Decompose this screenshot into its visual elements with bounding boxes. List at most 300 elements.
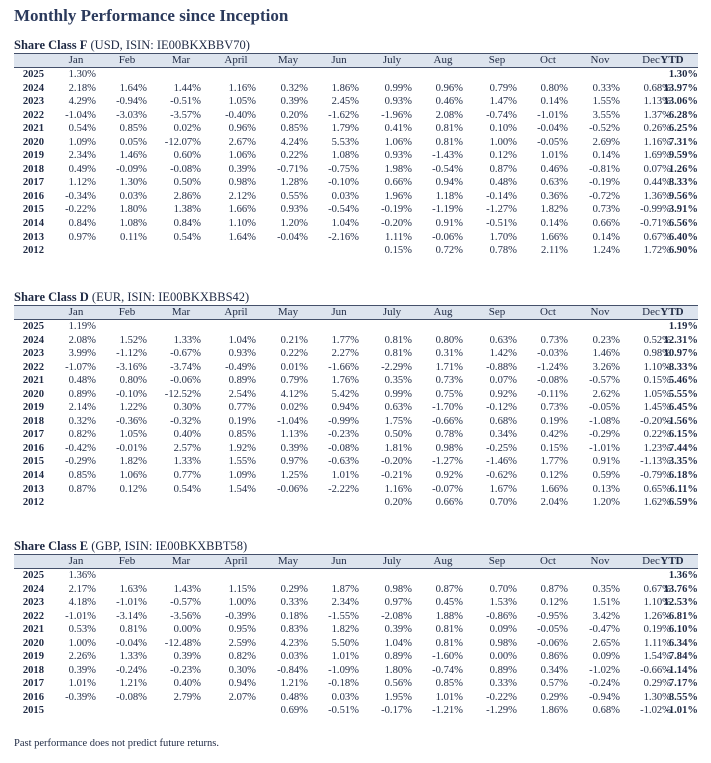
value-cell: -1.01% bbox=[65, 610, 96, 622]
value-cell: -0.23% bbox=[170, 664, 201, 676]
column-header: Jan bbox=[68, 555, 84, 567]
value-cell: 2.08% bbox=[435, 109, 463, 121]
value-cell: 0.02% bbox=[173, 123, 201, 135]
value-cell: 0.95% bbox=[228, 624, 256, 636]
value-cell: 0.84% bbox=[173, 218, 201, 230]
ytd-cell: 1.36% bbox=[668, 570, 698, 581]
value-cell: -0.25% bbox=[486, 442, 517, 454]
table-row bbox=[14, 95, 698, 109]
value-cell: 0.89% bbox=[489, 664, 517, 676]
value-cell: 0.15% bbox=[643, 375, 671, 387]
table-row bbox=[14, 163, 698, 177]
value-cell: -0.32% bbox=[170, 415, 201, 427]
value-cell: 1.80% bbox=[119, 204, 147, 216]
value-cell: 0.70% bbox=[489, 583, 517, 595]
value-cell: 0.81% bbox=[435, 637, 463, 649]
value-cell: 0.34% bbox=[540, 664, 568, 676]
value-cell: 0.48% bbox=[68, 375, 96, 387]
value-cell: -0.10% bbox=[328, 177, 359, 189]
value-cell: 1.54% bbox=[643, 651, 671, 663]
value-cell: 1.06% bbox=[228, 150, 256, 162]
table-row bbox=[14, 401, 698, 415]
value-cell: 0.99% bbox=[384, 388, 412, 400]
ytd-cell: -6.28% bbox=[665, 109, 698, 121]
year-cell: 2018 bbox=[22, 664, 44, 676]
year-cell: 2019 bbox=[22, 651, 44, 663]
ytd-cell: 1.30% bbox=[668, 69, 698, 80]
value-cell: 1.13% bbox=[643, 96, 671, 108]
value-cell: 0.70% bbox=[489, 497, 517, 509]
value-cell: 0.30% bbox=[228, 664, 256, 676]
value-cell: 0.73% bbox=[435, 375, 463, 387]
year-cell: 2016 bbox=[22, 691, 44, 703]
value-cell: 2.17% bbox=[68, 583, 96, 595]
value-cell: 0.98% bbox=[228, 177, 256, 189]
column-header: Mar bbox=[171, 306, 191, 318]
value-cell: 0.96% bbox=[435, 82, 463, 94]
value-cell: -0.72% bbox=[589, 190, 620, 202]
column-header: July bbox=[382, 306, 402, 318]
value-cell: 0.97% bbox=[384, 597, 412, 609]
value-cell: 1.46% bbox=[119, 150, 147, 162]
value-cell: -0.20% bbox=[640, 415, 671, 427]
column-header: Feb bbox=[118, 54, 136, 66]
value-cell: 3.42% bbox=[592, 610, 620, 622]
ytd-cell: -6.81% bbox=[665, 610, 698, 622]
value-cell: 1.36% bbox=[643, 190, 671, 202]
value-cell: -0.05% bbox=[537, 136, 568, 148]
column-header: Dec bbox=[642, 555, 660, 567]
value-cell: 0.39% bbox=[228, 163, 256, 175]
value-cell: 2.07% bbox=[228, 691, 256, 703]
footnote: Past performance does not predict future returns. bbox=[14, 738, 219, 749]
value-cell: -0.42% bbox=[65, 442, 96, 454]
value-cell: 0.98% bbox=[489, 637, 517, 649]
ytd-cell: 1.26% bbox=[668, 163, 698, 175]
value-cell: 0.33% bbox=[592, 82, 620, 94]
value-cell: -1.27% bbox=[432, 456, 463, 468]
column-header: Sep bbox=[488, 555, 506, 567]
value-cell: -1.01% bbox=[537, 109, 568, 121]
value-cell: 1.63% bbox=[119, 583, 147, 595]
value-cell: -2.22% bbox=[328, 483, 359, 495]
value-cell: -1.29% bbox=[486, 705, 517, 717]
value-cell: 0.42% bbox=[540, 429, 568, 441]
value-cell: 1.64% bbox=[119, 82, 147, 94]
year-cell: 2024 bbox=[22, 82, 44, 94]
value-cell: 0.50% bbox=[384, 429, 412, 441]
ytd-cell: 7.17% bbox=[668, 678, 698, 690]
value-cell: 1.92% bbox=[228, 442, 256, 454]
value-cell: 0.94% bbox=[331, 402, 359, 414]
value-cell: 0.93% bbox=[228, 348, 256, 360]
value-cell: 1.55% bbox=[592, 96, 620, 108]
value-cell: 0.54% bbox=[68, 123, 96, 135]
value-cell: 1.98% bbox=[384, 163, 412, 175]
year-cell: 2017 bbox=[22, 177, 44, 189]
value-cell: 1.10% bbox=[643, 361, 671, 373]
value-cell: 2.34% bbox=[331, 597, 359, 609]
value-cell: -0.86% bbox=[486, 610, 517, 622]
value-cell: 0.78% bbox=[489, 245, 517, 257]
value-cell: -0.19% bbox=[381, 204, 412, 216]
value-cell: -0.17% bbox=[381, 705, 412, 717]
table-row bbox=[14, 610, 698, 624]
value-cell: -0.04% bbox=[277, 231, 308, 243]
ytd-cell: 6.59% bbox=[668, 497, 698, 509]
value-cell: 0.81% bbox=[435, 123, 463, 135]
value-cell: 0.66% bbox=[384, 177, 412, 189]
value-cell: 0.03% bbox=[280, 651, 308, 663]
value-cell: 0.63% bbox=[540, 177, 568, 189]
value-cell: 0.22% bbox=[643, 429, 671, 441]
value-cell: 0.39% bbox=[68, 664, 96, 676]
value-cell: 1.71% bbox=[435, 361, 463, 373]
table-row bbox=[14, 650, 698, 664]
value-cell: 2.69% bbox=[592, 136, 620, 148]
value-cell: 0.19% bbox=[540, 415, 568, 427]
column-header: May bbox=[277, 306, 299, 318]
value-cell: 1.08% bbox=[119, 218, 147, 230]
value-cell: 0.14% bbox=[540, 96, 568, 108]
value-cell: 2.54% bbox=[228, 388, 256, 400]
table-row bbox=[14, 691, 698, 705]
value-cell: -0.94% bbox=[589, 691, 620, 703]
table-row bbox=[14, 415, 698, 429]
value-cell: 1.30% bbox=[119, 177, 147, 189]
column-header: Aug bbox=[433, 54, 453, 66]
year-cell: 2012 bbox=[22, 245, 44, 257]
year-cell: 2025 bbox=[22, 570, 44, 581]
value-cell: -0.24% bbox=[116, 664, 147, 676]
value-cell: 0.40% bbox=[173, 429, 201, 441]
year-cell: 2020 bbox=[22, 136, 44, 148]
value-cell: 1.18% bbox=[435, 190, 463, 202]
value-cell: 1.45% bbox=[643, 402, 671, 414]
value-cell: -0.23% bbox=[328, 429, 359, 441]
value-cell: 0.93% bbox=[280, 204, 308, 216]
value-cell: 1.72% bbox=[643, 245, 671, 257]
value-cell: -0.71% bbox=[277, 163, 308, 175]
ytd-cell: 7.31% bbox=[668, 136, 698, 148]
value-cell: 1.75% bbox=[384, 415, 412, 427]
value-cell: 3.55% bbox=[592, 109, 620, 121]
value-cell: -0.19% bbox=[589, 177, 620, 189]
value-cell: 0.92% bbox=[435, 470, 463, 482]
value-cell: 0.69% bbox=[280, 705, 308, 717]
value-cell: 2.27% bbox=[331, 348, 359, 360]
value-cell: 0.26% bbox=[643, 123, 671, 135]
value-cell: 1.64% bbox=[228, 231, 256, 243]
value-cell: -0.99% bbox=[640, 204, 671, 216]
value-cell: -0.54% bbox=[328, 204, 359, 216]
share-class-label: Share Class E bbox=[14, 539, 89, 553]
ytd-cell: 6.90% bbox=[668, 245, 698, 257]
table-row bbox=[14, 704, 698, 718]
value-cell: 2.67% bbox=[228, 136, 256, 148]
value-cell: 0.18% bbox=[280, 610, 308, 622]
ytd-cell: 9.59% bbox=[668, 150, 698, 162]
value-cell: 1.38% bbox=[173, 204, 201, 216]
value-cell: 1.33% bbox=[173, 456, 201, 468]
value-cell: 1.66% bbox=[228, 204, 256, 216]
value-cell: -1.01% bbox=[589, 442, 620, 454]
value-cell: 1.05% bbox=[643, 388, 671, 400]
value-cell: -0.99% bbox=[328, 415, 359, 427]
value-cell: 0.29% bbox=[280, 583, 308, 595]
value-cell: -0.11% bbox=[537, 388, 568, 400]
value-cell: 0.23% bbox=[592, 334, 620, 346]
ytd-cell: 12.31% bbox=[663, 334, 698, 346]
year-cell: 2023 bbox=[22, 348, 44, 360]
value-cell: -1.43% bbox=[432, 150, 463, 162]
value-cell: 0.96% bbox=[228, 123, 256, 135]
value-cell: -0.66% bbox=[640, 664, 671, 676]
value-cell: 1.86% bbox=[331, 82, 359, 94]
value-cell: 0.73% bbox=[540, 402, 568, 414]
ytd-cell: 6.34% bbox=[668, 637, 698, 649]
value-cell: 1.51% bbox=[592, 597, 620, 609]
value-cell: -1.08% bbox=[589, 415, 620, 427]
value-cell: 1.53% bbox=[489, 597, 517, 609]
year-cell: 2020 bbox=[22, 388, 44, 400]
value-cell: 1.06% bbox=[384, 136, 412, 148]
value-cell: 1.47% bbox=[489, 96, 517, 108]
value-cell: 2.11% bbox=[541, 245, 568, 257]
value-cell: 1.01% bbox=[331, 651, 359, 663]
column-header: July bbox=[382, 54, 402, 66]
value-cell: -0.51% bbox=[170, 96, 201, 108]
value-cell: 4.23% bbox=[280, 637, 308, 649]
share-class-label: Share Class F bbox=[14, 38, 88, 52]
value-cell: -0.95% bbox=[537, 610, 568, 622]
column-header: Jun bbox=[331, 555, 347, 567]
value-cell: 0.68% bbox=[592, 705, 620, 717]
value-cell: 0.52% bbox=[643, 334, 671, 346]
value-cell: -0.57% bbox=[589, 375, 620, 387]
value-cell: 0.00% bbox=[173, 624, 201, 636]
column-header: Nov bbox=[590, 555, 610, 567]
value-cell: -0.20% bbox=[381, 218, 412, 230]
value-cell: -0.47% bbox=[589, 624, 620, 636]
value-cell: 0.85% bbox=[119, 123, 147, 135]
table-row bbox=[14, 428, 698, 442]
value-cell: 0.19% bbox=[643, 624, 671, 636]
value-cell: 0.80% bbox=[119, 375, 147, 387]
year-cell: 2016 bbox=[22, 190, 44, 202]
value-cell: 0.66% bbox=[435, 497, 463, 509]
value-cell: 0.91% bbox=[592, 456, 620, 468]
value-cell: 0.85% bbox=[435, 678, 463, 690]
table-row bbox=[14, 583, 698, 597]
value-cell: 0.73% bbox=[540, 334, 568, 346]
value-cell: 1.05% bbox=[119, 429, 147, 441]
value-cell: -0.10% bbox=[116, 388, 147, 400]
table-row bbox=[14, 176, 698, 190]
value-cell: 3.26% bbox=[592, 361, 620, 373]
value-cell: 0.78% bbox=[435, 429, 463, 441]
year-cell: 2022 bbox=[22, 361, 44, 373]
value-cell: 0.55% bbox=[280, 190, 308, 202]
value-cell: 1.95% bbox=[384, 691, 412, 703]
value-cell: 0.56% bbox=[384, 678, 412, 690]
value-cell: 0.12% bbox=[119, 483, 147, 495]
value-cell: 4.24% bbox=[280, 136, 308, 148]
value-cell: 1.22% bbox=[119, 402, 147, 414]
column-header: YTD bbox=[660, 54, 684, 66]
column-header: Oct bbox=[540, 306, 556, 318]
value-cell: 4.29% bbox=[68, 96, 96, 108]
ytd-cell: 9.56% bbox=[668, 190, 698, 202]
table-row bbox=[14, 149, 698, 163]
value-cell: 0.07% bbox=[643, 163, 671, 175]
year-cell: 2022 bbox=[22, 109, 44, 121]
value-cell: 0.81% bbox=[435, 624, 463, 636]
value-cell: -0.09% bbox=[116, 163, 147, 175]
value-cell: 1.09% bbox=[68, 136, 96, 148]
column-header: Nov bbox=[590, 306, 610, 318]
value-cell: 0.31% bbox=[435, 348, 463, 360]
ytd-cell: 7.84% bbox=[668, 651, 698, 663]
table-row bbox=[14, 442, 698, 456]
value-cell: 0.65% bbox=[643, 483, 671, 495]
year-cell: 2022 bbox=[22, 610, 44, 622]
value-cell: 0.66% bbox=[592, 218, 620, 230]
value-cell: 0.09% bbox=[489, 624, 517, 636]
value-cell: -12.52% bbox=[164, 388, 201, 400]
value-cell: 1.01% bbox=[68, 678, 96, 690]
value-cell: -0.04% bbox=[116, 637, 147, 649]
value-cell: 0.87% bbox=[489, 163, 517, 175]
value-cell: -3.57% bbox=[170, 109, 201, 121]
value-cell: 2.04% bbox=[540, 497, 568, 509]
table-row bbox=[14, 637, 698, 651]
value-cell: -0.29% bbox=[65, 456, 96, 468]
column-header: Mar bbox=[171, 54, 191, 66]
value-cell: 0.60% bbox=[173, 150, 201, 162]
value-cell: -1.13% bbox=[640, 456, 671, 468]
ytd-cell: 6.40% bbox=[668, 231, 698, 243]
value-cell: -0.05% bbox=[537, 624, 568, 636]
value-cell: 0.03% bbox=[119, 190, 147, 202]
value-cell: 1.96% bbox=[384, 190, 412, 202]
value-cell: 0.20% bbox=[280, 109, 308, 121]
year-cell: 2018 bbox=[22, 415, 44, 427]
value-cell: 1.80% bbox=[384, 664, 412, 676]
ytd-cell: 5.55% bbox=[668, 388, 698, 400]
ytd-cell: 13.76% bbox=[663, 583, 698, 595]
table-row bbox=[14, 347, 698, 361]
value-cell: 0.48% bbox=[489, 177, 517, 189]
value-cell: 0.63% bbox=[384, 402, 412, 414]
value-cell: 0.75% bbox=[435, 388, 463, 400]
value-cell: 0.83% bbox=[280, 624, 308, 636]
value-cell: 0.40% bbox=[173, 678, 201, 690]
value-cell: 1.24% bbox=[592, 245, 620, 257]
value-cell: 1.05% bbox=[228, 96, 256, 108]
value-cell: 2.59% bbox=[228, 637, 256, 649]
value-cell: 0.22% bbox=[280, 150, 308, 162]
value-cell: -0.08% bbox=[170, 163, 201, 175]
value-cell: -0.18% bbox=[328, 678, 359, 690]
value-cell: 0.81% bbox=[435, 136, 463, 148]
table-row bbox=[14, 569, 698, 583]
value-cell: 0.80% bbox=[435, 334, 463, 346]
table-row bbox=[14, 244, 698, 258]
value-cell: 0.92% bbox=[489, 388, 517, 400]
value-cell: 0.29% bbox=[540, 691, 568, 703]
value-cell: 1.01% bbox=[540, 150, 568, 162]
value-cell: 0.29% bbox=[643, 678, 671, 690]
value-cell: 0.77% bbox=[228, 402, 256, 414]
ytd-cell: 12.53% bbox=[663, 597, 698, 609]
table-row bbox=[14, 203, 698, 217]
value-cell: 0.15% bbox=[384, 245, 412, 257]
value-cell: 1.11% bbox=[385, 231, 412, 243]
value-cell: 0.03% bbox=[331, 691, 359, 703]
value-cell: -1.04% bbox=[65, 109, 96, 121]
table-row bbox=[14, 109, 698, 123]
value-cell: 2.79% bbox=[173, 691, 201, 703]
value-cell: -0.62% bbox=[486, 470, 517, 482]
value-cell: -1.19% bbox=[432, 204, 463, 216]
value-cell: 1.86% bbox=[540, 705, 568, 717]
value-cell: 2.45% bbox=[331, 96, 359, 108]
column-header: Sep bbox=[488, 54, 506, 66]
column-header: YTD bbox=[660, 306, 684, 318]
year-cell: 2021 bbox=[22, 123, 44, 135]
year-cell: 2015 bbox=[22, 456, 44, 468]
column-header: Aug bbox=[433, 555, 453, 567]
value-cell: 4.12% bbox=[280, 388, 308, 400]
table-row bbox=[14, 217, 698, 231]
value-cell: 1.28% bbox=[280, 177, 308, 189]
value-cell: -0.54% bbox=[432, 163, 463, 175]
value-cell: -1.55% bbox=[328, 610, 359, 622]
column-header: Mar bbox=[171, 555, 191, 567]
year-cell: 2018 bbox=[22, 163, 44, 175]
value-cell: 0.54% bbox=[173, 483, 201, 495]
value-cell: -0.20% bbox=[381, 456, 412, 468]
table-row bbox=[14, 388, 698, 402]
column-header: Feb bbox=[118, 555, 136, 567]
column-header: May bbox=[277, 555, 299, 567]
table-row bbox=[14, 469, 698, 483]
value-cell: 0.00% bbox=[489, 651, 517, 663]
value-cell: 0.33% bbox=[280, 597, 308, 609]
share-class-section bbox=[14, 38, 698, 258]
section-title bbox=[14, 539, 698, 554]
value-cell: 1.77% bbox=[540, 456, 568, 468]
value-cell: -0.40% bbox=[225, 109, 256, 121]
table-row bbox=[14, 68, 698, 82]
column-header: Feb bbox=[118, 306, 136, 318]
value-cell: 1.16% bbox=[643, 136, 671, 148]
column-header: May bbox=[277, 54, 299, 66]
year-cell: 2019 bbox=[22, 402, 44, 414]
value-cell: 2.57% bbox=[173, 442, 201, 454]
value-cell: 1.21% bbox=[119, 678, 147, 690]
value-cell: 0.67% bbox=[643, 231, 671, 243]
value-cell: 1.04% bbox=[228, 334, 256, 346]
share-class-detail: (USD, ISIN: IE00BKXBBV70) bbox=[87, 38, 250, 52]
value-cell: 0.91% bbox=[435, 218, 463, 230]
value-cell: 2.26% bbox=[68, 651, 96, 663]
value-cell: 1.00% bbox=[489, 136, 517, 148]
value-cell: 2.86% bbox=[173, 190, 201, 202]
column-header: Nov bbox=[590, 54, 610, 66]
value-cell: 1.87% bbox=[331, 583, 359, 595]
